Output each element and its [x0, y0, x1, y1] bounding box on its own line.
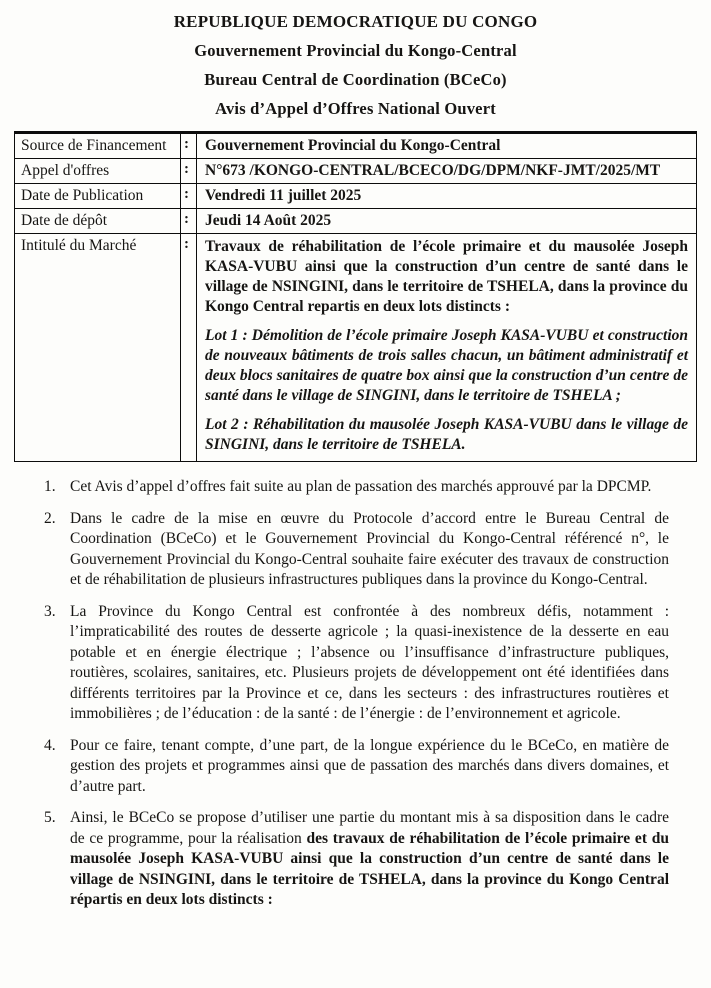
- list-item-4: [44, 736, 669, 798]
- list-item-3: [44, 602, 669, 725]
- header-provincial-government: Gouvernement Provincial du Kongo-Central: [194, 41, 517, 60]
- header-country: REPUBLIQUE DEMOCRATIQUE DU CONGO: [173, 12, 538, 31]
- item-number: 1.: [44, 478, 56, 495]
- item-text-regular: Dans le cadre de la mise en œuvre du Protocole d’accord entre le Bureau Central de Coordination (BCeCo) et le Gouvernement Provincial du Kongo-Central référencé n°, le Gouvernement Provincial du Kongo-Central souhaite faire exécuter des travaux de construction et de réhabilitation de plusieurs infrastructures publiques dans la province du Kongo-Central.: [70, 509, 669, 588]
- row-colon: :: [181, 134, 197, 158]
- numbered-paragraphs: [14, 477, 697, 911]
- list-item-5: [44, 808, 669, 911]
- item-text-regular: Cet Avis d’appel d’offres fait suite au plan de passation des marchés approuvé par la DPCMP.: [70, 478, 652, 495]
- item-text-regular: Ainsi, le BCeCo se propose d’utiliser une partie du montant mis à sa disposition dans le cadre de ce programme, pour la réalisation: [70, 809, 669, 847]
- info-table: [14, 131, 697, 462]
- marche-lot1: Lot 1 : Démolition de l’école primaire Joseph KASA-VUBU et construction de nouveaux bâtiments de trois salles chacun, un bâtiment administratif et deux blocs sanitaires de quatre box ainsi que la construction d’un centre de santé dans le village de SINGINI, dans le territoire de TSHELA ;: [205, 327, 688, 404]
- item-number: 4.: [44, 736, 56, 754]
- row-colon: :: [181, 184, 197, 208]
- marche-intro: Travaux de réhabilitation de l’école primaire et du mausolée Joseph KASA-VUBU ainsi que la construction d’un centre de santé dans le village de NSINGINI, dans le territoire de TSHELA, dans la province du Kongo Central repartis en deux lots distincts :: [205, 238, 688, 315]
- row-value: N°673 /KONGO-CENTRAL/BCECO/DG/DPM/NKF-JMT/2025/MT: [205, 162, 661, 179]
- header-bureau: Bureau Central de Coordination (BCeCo): [204, 70, 507, 89]
- item-text: [70, 477, 669, 498]
- row-label: Source de Financement: [15, 134, 181, 158]
- item-text-regular: La Province du Kongo Central est confrontée à des nombreux défis, notamment : l’impraticabilité des routes de desserte agricole ; la quasi-inexistence de la desserte en eau potable et en énergie électrique ; l’absence ou l’insuffisance d’infrastructure publiques, routières, scolaires, sanitaires, etc. Plusieurs projets de développement ont été identifiées dans différents territoires par la Province et ce, dans les secteurs : des infrastructures routières et immobilières ; de l’éducation : de la santé : de l’énergie : de l’environnement et agricole.: [70, 602, 669, 722]
- row-label: Date de dépôt: [15, 209, 181, 233]
- list-item-1: [44, 477, 669, 498]
- table-row-intitule-marche: [15, 234, 696, 461]
- item-text: [70, 602, 669, 725]
- list-item-2: [44, 509, 669, 591]
- row-value: Jeudi 14 Août 2025: [205, 212, 332, 229]
- table-row-date-depot: [15, 209, 696, 234]
- row-colon: :: [181, 209, 197, 233]
- row-colon: :: [181, 159, 197, 183]
- table-row-appel-offres: [15, 159, 696, 184]
- row-value-marche: [197, 234, 696, 461]
- row-label: Appel d'offres: [15, 159, 181, 183]
- item-number: 5.: [44, 809, 56, 826]
- row-value: Gouvernement Provincial du Kongo-Central: [205, 137, 501, 154]
- item-text: [70, 736, 669, 798]
- header-notice-title: Avis d’Appel d’Offres National Ouvert: [215, 99, 496, 118]
- item-number: 2.: [44, 509, 56, 527]
- item-number: 3.: [44, 602, 56, 620]
- item-text-bold: des travaux de réhabilitation de l’école primaire et du mausolée Joseph KASA-VUBU ainsi que la construction d’un centre de santé dans le village de NSINGINI, dans le territoire de TSHELA, dans la province du Kongo Central répartis en deux lots distincts :: [70, 829, 669, 908]
- item-text: [70, 808, 669, 911]
- item-text-regular: Pour ce faire, tenant compte, d’une part, de la longue expérience du le BCeCo, en matière de gestion des projets et programmes ainsi que de passation des marchés dans divers domaines, et d’autre part.: [70, 736, 669, 795]
- document-header: [14, 12, 697, 119]
- row-colon: :: [181, 234, 197, 461]
- row-value: Vendredi 11 juillet 2025: [205, 187, 362, 204]
- row-label: Intitulé du Marché: [15, 234, 181, 461]
- row-label: Date de Publication: [15, 184, 181, 208]
- item-text: [70, 509, 669, 591]
- table-row-date-publication: [15, 184, 696, 209]
- table-row-source-financement: [15, 134, 696, 159]
- marche-lot2: Lot 2 : Réhabilitation du mausolée Joseph KASA-VUBU dans le village de SINGINI, dans le territoire de TSHELA.: [205, 416, 688, 453]
